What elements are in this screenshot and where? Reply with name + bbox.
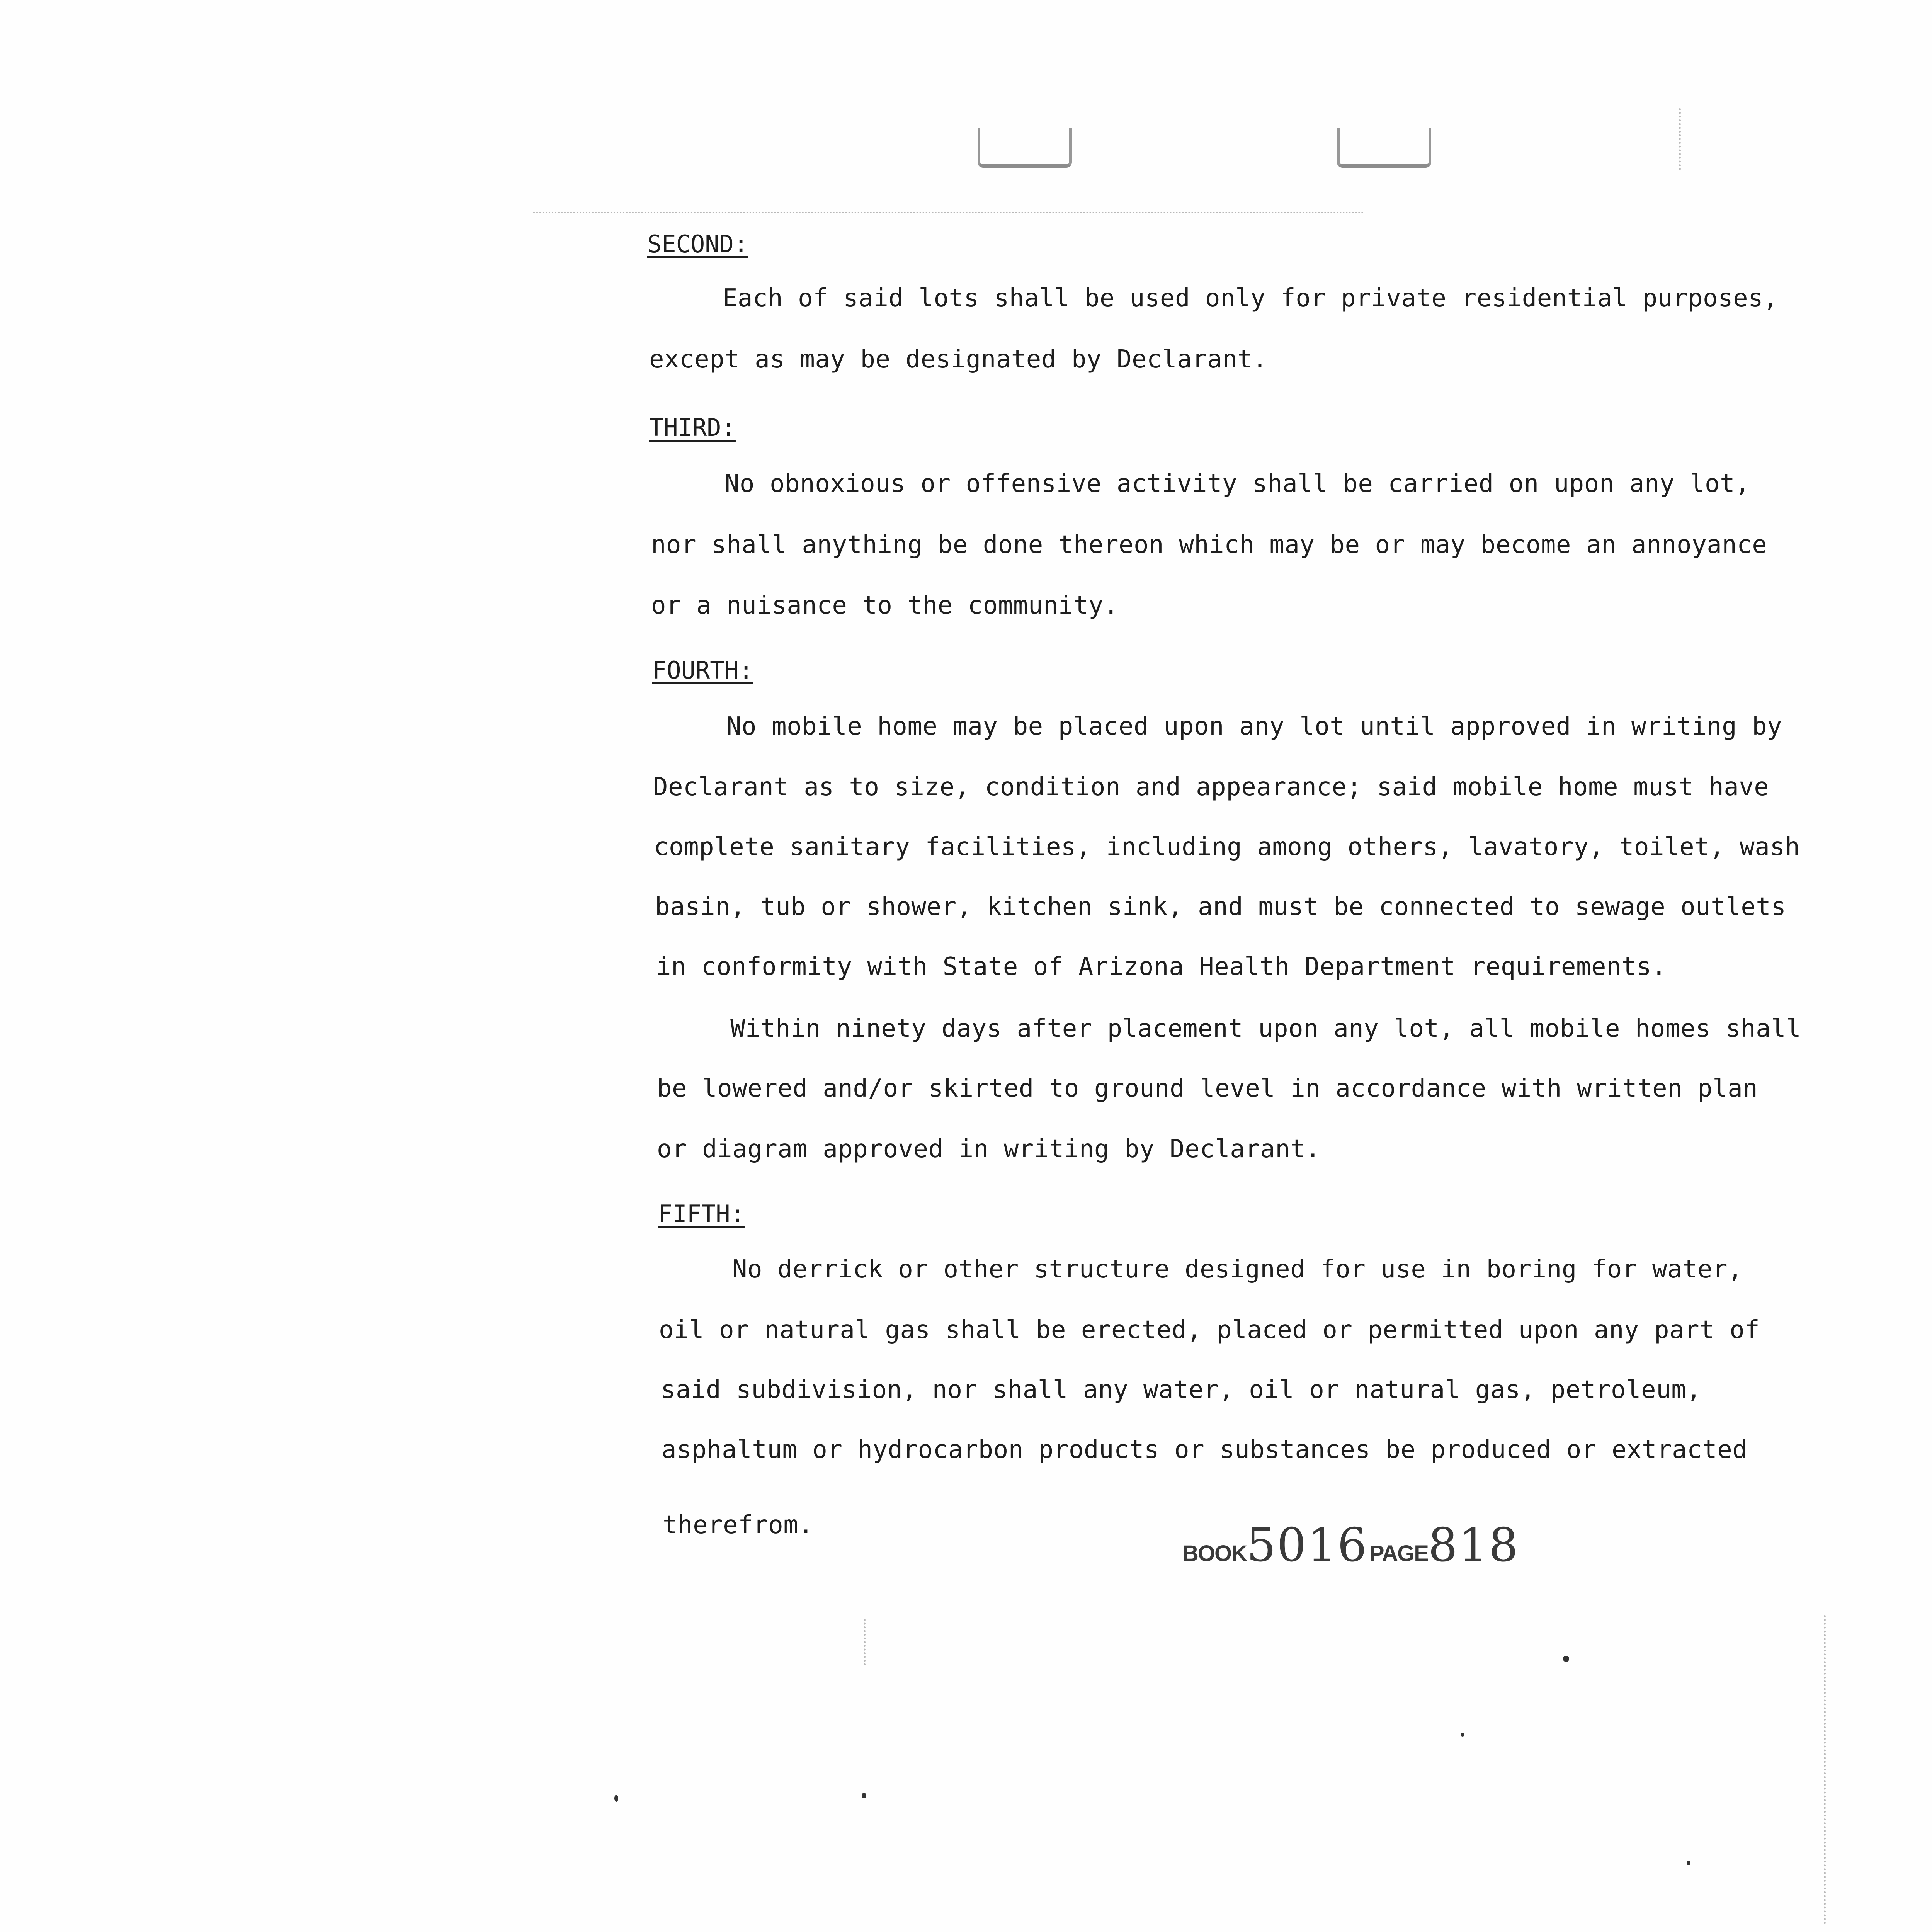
stamp-page-label: PAGE <box>1369 1541 1428 1566</box>
body-line: therefrom. <box>663 1511 814 1539</box>
section-heading-fourth: FOURTH: <box>652 656 753 684</box>
body-line: asphaltum or hydrocarbon products or substances be produced or extracted <box>662 1435 1748 1464</box>
body-line: or diagram approved in writing by Declarant. <box>657 1135 1321 1163</box>
section-heading-second: SECOND: <box>647 230 748 258</box>
scan-artifact-dots <box>1824 1615 1828 1924</box>
body-line: Each of said lots shall be used only for private residential purposes, <box>723 284 1779 313</box>
scan-artifact-bracket-right <box>1337 128 1431 168</box>
scan-speck <box>862 1793 866 1798</box>
body-line: No derrick or other structure designed for use in boring for water, <box>732 1255 1743 1284</box>
scan-artifact-line <box>533 212 1364 213</box>
scan-artifact-bracket-left <box>978 128 1072 168</box>
stamp-book-label: BOOK <box>1182 1541 1247 1566</box>
body-line: complete sanitary facilities, including among others, lavatory, toilet, wash <box>654 833 1800 861</box>
stamp-book-number: 5016 <box>1247 1519 1368 1572</box>
scan-speck <box>614 1795 618 1802</box>
body-line: except as may be designated by Declarant. <box>649 345 1268 374</box>
scan-speck <box>1687 1861 1690 1865</box>
body-line: No obnoxious or offensive activity shall be carried on upon any lot, <box>724 469 1750 498</box>
recording-stamp <box>1182 1519 1519 1572</box>
scan-speck <box>1461 1733 1464 1737</box>
body-line: basin, tub or shower, kitchen sink, and must be connected to sewage outlets <box>655 893 1786 921</box>
body-line: in conformity with State of Arizona Health Department requirements. <box>656 952 1667 981</box>
scan-artifact-dots <box>864 1619 868 1665</box>
section-heading-third: THIRD: <box>649 413 736 442</box>
scan-artifact-dots <box>1679 108 1683 170</box>
body-line: Declarant as to size, condition and appearance; said mobile home must have <box>653 773 1769 801</box>
body-line: nor shall anything be done thereon which may be or may become an annoyance <box>651 531 1767 559</box>
body-line: or a nuisance to the community. <box>651 591 1119 620</box>
body-line: Within ninety days after placement upon any lot, all mobile homes shall <box>730 1014 1801 1043</box>
body-line: said subdivision, nor shall any water, oil or natural gas, petroleum, <box>661 1376 1702 1404</box>
body-line: oil or natural gas shall be erected, placed or permitted upon any part of <box>659 1316 1760 1344</box>
scan-speck <box>1563 1656 1569 1662</box>
body-line: be lowered and/or skirted to ground level in accordance with written plan <box>657 1074 1758 1103</box>
section-heading-fifth: FIFTH: <box>658 1200 745 1228</box>
body-line: No mobile home may be placed upon any lot until approved in writing by <box>726 712 1782 741</box>
stamp-page-number: 818 <box>1428 1519 1519 1572</box>
